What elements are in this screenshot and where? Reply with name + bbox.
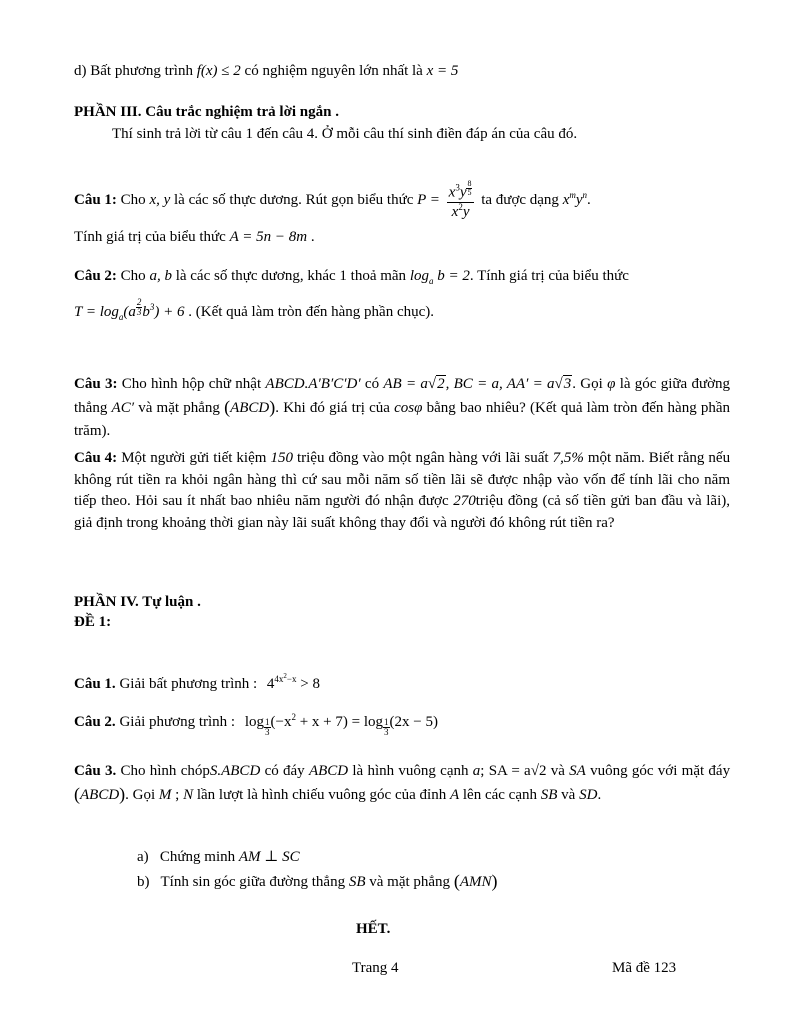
end-mark: HẾT. — [356, 921, 391, 937]
essay-2: Câu 2. Giải phương trình : log $_{\frac{1}{3}}$ $(-x^2 + x + 7) = \log$ $_{\frac{1}{3}}$ (2x − 5) — [74, 712, 438, 738]
question-3: Câu 3: Cho hình hộp chữ nhật ABCD.A′B′C′D′ có AB = a√2, BC = a, AA′ = a√3. Gọi φ là góc giữa đường thẳng AC′ và mặt phẳng (ABCD). Khi đó giá trị của cosφ bằng bao nhiêu? (Kết quả làm tròn đến hàng phần trăm). — [74, 376, 731, 439]
question-4: Câu 4: Một người gửi tiết kiệm 150 triệu đồng vào một ngân hàng với lãi suất 7,5% một năm. Biết rằng nếu không rút tiền ra khỏi ngân hàng thì cứ sau mỗi năm số tiền lãi sẽ được nhập vào vốn để tính lãi cho năm tiếp theo. Hỏi sau ít nhất bao nhiêu năm người đó nhận được 270triệu đồng (cả số tiền gửi ban đầu và lãi), giả định trong khoảng thời gian này lãi suất không thay đổi và người đó không rút tiền ra? — [74, 450, 731, 531]
essay-3-item-b: b) Tính sin góc giữa đường thẳng SB và mặt phẳng (AMN) — [137, 871, 498, 891]
statement-d: d) Bất phương trình f(x) ≤ 2 có nghiệm nguyên lớn nhất là x = 5 — [74, 63, 459, 79]
essay-1: Câu 1. Giải bất phương trình : $4^{4x^2-x} > 8$ — [74, 672, 320, 692]
formula-a: A = 5n − 8m — [229, 229, 308, 245]
part3-heading: PHẦN III. Câu trắc nghiệm trả lời ngắn . — [74, 104, 339, 120]
page-number: Trang 4 — [352, 960, 399, 976]
question-1-cont: Tính giá trị của biểu thức A = 5n − 8m . — [74, 229, 315, 245]
question-2-cont: $T = \log_a(a$ $^{\frac{2}{3}}$ $b^3) + 6$ . (Kết quả làm tròn đến hàng phần chục). — [74, 297, 434, 322]
exam-code: Mã đề 123 — [612, 960, 677, 976]
inequality-expr: f(x) ≤ 2 — [196, 63, 241, 79]
part4-heading: PHẦN IV. Tự luận . — [74, 594, 201, 610]
part4-sub: ĐỀ 1: — [74, 614, 112, 630]
fraction-p: $x^3y$ $^{\frac{8}{5}}$ $x^2y$ — [447, 180, 475, 221]
question-2: Câu 2: Cho a, b là các số thực dương, khác 1 thoả mãn $\log_a b = 2$. Tính giá trị của biểu thức — [74, 268, 629, 286]
part3-instruction: Thí sinh trả lời từ câu 1 đến câu 4. Ở mỗi câu thí sinh điền đáp án của câu đó. — [112, 126, 578, 142]
question-1: Câu 1: Cho x, y là các số thực dương. Rút gọn biểu thức P = $x^3y$ $^{\frac{8}{5}}$ $x^2y$ ta được dạng $x^my^n$. — [74, 179, 591, 220]
essay-3-item-a: a) Chứng minh AM ⊥ SC — [137, 849, 300, 865]
answer-value: x = 5 — [426, 63, 459, 79]
essay-3: Câu 3. Cho hình chópS.ABCD có đáy ABCD là hình vuông cạnh a; SA = a√2 và SA vuông góc với mặt đáy (ABCD). Gọi M ; N lần lượt là hình chiếu vuông góc của đỉnh A lên các cạnh SB và SD. — [74, 763, 731, 804]
